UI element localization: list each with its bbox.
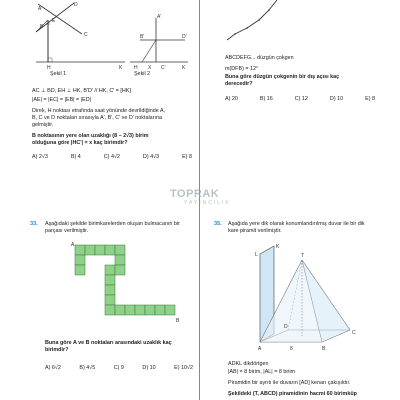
q33-intro-2: parçası verilmiştir. bbox=[45, 228, 89, 234]
dimension-label: 8 bbox=[290, 346, 293, 352]
fig1-point-K: K bbox=[119, 65, 123, 71]
polygon-figure bbox=[225, 0, 285, 46]
option-a[interactable]: A) 20 bbox=[225, 96, 238, 102]
fig1-caption: Şekil 1 bbox=[50, 71, 67, 77]
fig2-point-X: X bbox=[148, 65, 152, 71]
angle-given: m(DFB) = 12° bbox=[225, 66, 259, 72]
answer-options-left-top bbox=[32, 154, 192, 160]
given-line-1: AC ⊥ BD, EH ⊥ HK, B'D' // HK, C' = [HK] bbox=[32, 88, 131, 94]
q35-intro-1: Aşağıda yere dik olarak konumlandırılmış duvar ile bir dik bbox=[228, 221, 365, 227]
q35-given-4: Şekildeki (T, ABCD) piramidinin hacmi 60 birimküp bbox=[228, 391, 357, 397]
given-line-3: Direk, H noktası etrafında saat yönünde devrildiğinde A, bbox=[32, 108, 166, 114]
fig2-point-A1: A' bbox=[157, 14, 162, 20]
option-d[interactable]: D) 4√3 bbox=[142, 154, 160, 160]
pyramid-wall-figure bbox=[250, 240, 370, 356]
option-e[interactable]: E) 8 bbox=[365, 96, 375, 102]
option-c[interactable]: C) 12 bbox=[294, 96, 308, 102]
point-T-label: T bbox=[301, 253, 305, 259]
point-A-label: A bbox=[71, 242, 75, 248]
fig2-point-D1: D' bbox=[182, 34, 187, 40]
option-b[interactable]: B) 4√5 bbox=[79, 365, 96, 371]
point-K-label: K bbox=[276, 244, 280, 250]
question-number-33: 33. bbox=[30, 221, 38, 227]
question-line-1: B noktasının yere olan uzaklığı (8 – 2√3) birim bbox=[32, 133, 149, 139]
point-L-label: L bbox=[255, 252, 258, 258]
question-line-2: olduğuna göre |HC'| = x kaç birimdir? bbox=[32, 140, 128, 146]
q35-given-1: ADKL dikdörtgen bbox=[228, 361, 269, 367]
question-line-2: derecedir? bbox=[225, 81, 253, 87]
option-b[interactable]: B) 4 bbox=[70, 154, 81, 160]
fig2-caption: Şekil 2 bbox=[134, 71, 151, 77]
q35-intro-2: kare piramit verilmiştir. bbox=[228, 228, 282, 234]
puzzle-grid-figure bbox=[70, 242, 190, 332]
fig1-point-H: H bbox=[47, 65, 51, 71]
q33-intro-1: Aşağıdaki şekilde birimkarelerden oluşan bulmacanın bir bbox=[45, 221, 180, 227]
option-b[interactable]: B) 16 bbox=[259, 96, 273, 102]
answer-options-right-top bbox=[225, 96, 375, 102]
watermark-sub: YAYINCILIK bbox=[184, 200, 231, 206]
fig1-point-B: B bbox=[40, 24, 44, 30]
point-B-label: B bbox=[322, 346, 326, 352]
given-line-5: gelmiştir. bbox=[32, 122, 54, 128]
q33-question-1: Buna göre A ve B noktaları arasındaki uzaklık kaç bbox=[45, 340, 172, 346]
answer-options-q33 bbox=[45, 365, 193, 371]
point-D-label: D bbox=[284, 324, 288, 330]
polygon-label: ABCDEFG... düzgün çokgen bbox=[225, 55, 294, 61]
question-number-35: 35. bbox=[214, 221, 222, 227]
fig2-point-H: H bbox=[134, 65, 138, 71]
fig2-point-B1: B' bbox=[140, 34, 145, 40]
publisher-watermark bbox=[170, 188, 231, 206]
q33-question-2: birimdir? bbox=[45, 347, 69, 353]
fig2-point-K: K bbox=[182, 65, 186, 71]
fig1-point-C: C bbox=[84, 32, 88, 38]
question-line-1: Buna göre düzgün çokgenin bir dış açısı kaç bbox=[225, 74, 340, 80]
watermark-brand: TOPRAK bbox=[170, 188, 220, 200]
option-a[interactable]: A) 2√3 bbox=[32, 154, 48, 160]
q35-given-3: Piramidin bir ayrıtı ile duvarın [AD] kenarı çakışıktır. bbox=[228, 380, 351, 386]
given-line-2: |AE| = |EC| = |EB| = |ED| bbox=[32, 97, 91, 103]
fig1-point-E: E bbox=[52, 18, 56, 24]
q35-given-2: |AB| = 8 birim, |AL| = 8 birim bbox=[228, 369, 296, 375]
option-e[interactable]: E) 10√2 bbox=[174, 365, 193, 371]
option-e[interactable]: E) 8 bbox=[182, 154, 192, 160]
point-C-label: C bbox=[352, 330, 356, 336]
point-B-label: B bbox=[176, 318, 180, 324]
option-c[interactable]: C) 9 bbox=[113, 365, 124, 371]
given-line-4: B, C ve D noktaları sırasıyla A', B', C' ve D' noktalarına bbox=[32, 115, 162, 121]
fig1-point-D: D bbox=[74, 2, 78, 8]
option-d[interactable]: D) 10 bbox=[329, 96, 344, 102]
pole-figures bbox=[30, 0, 190, 82]
fig1-point-A: A bbox=[38, 6, 42, 12]
option-d[interactable]: D) 10 bbox=[142, 365, 156, 371]
fig2-point-C1: C' bbox=[161, 65, 166, 71]
option-a[interactable]: A) 6√2 bbox=[45, 365, 61, 371]
option-c[interactable]: C) 4√2 bbox=[103, 154, 120, 160]
point-A-label: A bbox=[258, 346, 262, 352]
